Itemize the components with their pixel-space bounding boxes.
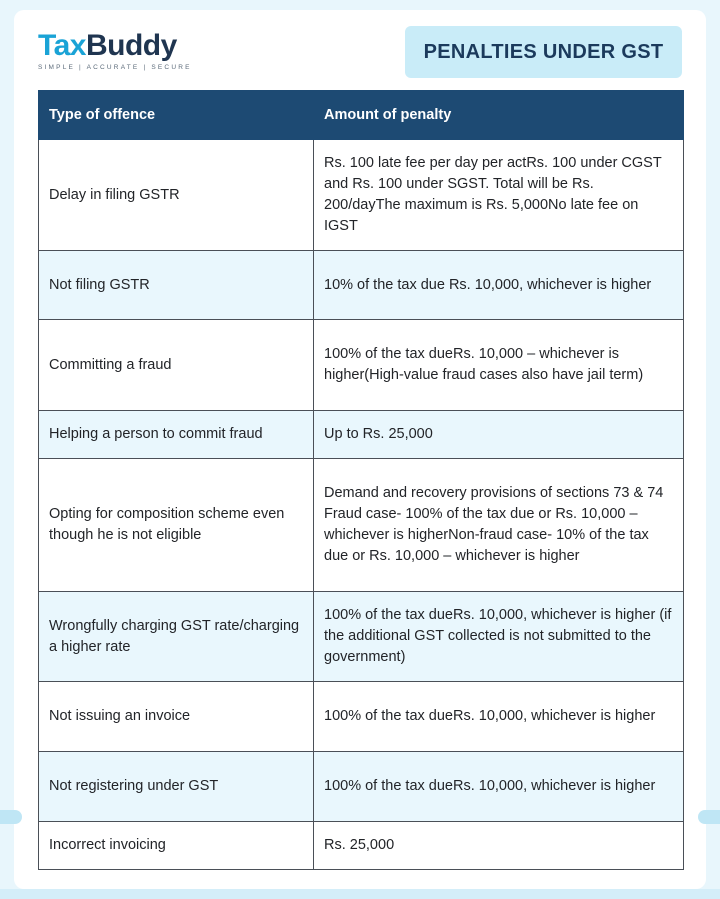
offence-cell: Helping a person to commit fraud xyxy=(39,411,314,459)
logo-tagline: SIMPLE | ACCURATE | SECURE xyxy=(38,64,192,71)
penalty-cell: 100% of the tax dueRs. 10,000 – whichever is higher(High-value fraud cases also have jail term) xyxy=(314,320,684,411)
table-header-row xyxy=(39,91,684,140)
taxbuddy-logo xyxy=(38,30,192,71)
header-type-of-offence: Type of offence xyxy=(39,91,314,140)
header-amount-of-penalty: Amount of penalty xyxy=(314,91,684,140)
penalties-table xyxy=(38,90,684,870)
table-row xyxy=(39,752,684,822)
offence-cell: Not filing GSTR xyxy=(39,251,314,320)
table-row xyxy=(39,140,684,251)
offence-cell: Opting for composition scheme even though he is not eligible xyxy=(39,459,314,592)
penalty-cell: Up to Rs. 25,000 xyxy=(314,411,684,459)
penalty-cell: 10% of the tax due Rs. 10,000, whichever is higher xyxy=(314,251,684,320)
penalty-cell: 100% of the tax dueRs. 10,000, whichever is higher xyxy=(314,752,684,822)
offence-cell: Wrongfully charging GST rate/charging a higher rate xyxy=(39,592,314,682)
penalty-cell: Demand and recovery provisions of sections 73 & 74 Fraud case- 100% of the tax due or Rs. 10,000 – whichever is higherNon-fraud case- 10% of the tax due or Rs. 10,000 – whichever is higher xyxy=(314,459,684,592)
decorative-tab-left xyxy=(0,810,22,824)
table-row xyxy=(39,682,684,752)
offence-cell: Delay in filing GSTR xyxy=(39,140,314,251)
penalty-cell: Rs. 25,000 xyxy=(314,822,684,870)
table-row xyxy=(39,822,684,870)
decorative-tab-right xyxy=(698,810,720,824)
table-row xyxy=(39,320,684,411)
table-row xyxy=(39,251,684,320)
penalty-cell: 100% of the tax dueRs. 10,000, whichever is higher (if the additional GST collected is not submitted to the government) xyxy=(314,592,684,682)
logo-wordmark xyxy=(38,30,192,62)
offence-cell: Not registering under GST xyxy=(39,752,314,822)
table-row xyxy=(39,411,684,459)
offence-cell: Incorrect invoicing xyxy=(39,822,314,870)
penalty-cell: Rs. 100 late fee per day per actRs. 100 under CGST and Rs. 100 under SGST. Total will be Rs. 200/dayThe maximum is Rs. 5,000No late fee on IGST xyxy=(314,140,684,251)
table-row xyxy=(39,592,684,682)
offence-cell: Not issuing an invoice xyxy=(39,682,314,752)
penalty-cell: 100% of the tax dueRs. 10,000, whichever is higher xyxy=(314,682,684,752)
decorative-bottom-strip xyxy=(0,889,720,899)
logo-text-tax: Tax xyxy=(38,29,86,62)
offence-cell: Committing a fraud xyxy=(39,320,314,411)
page-title: PENALTIES UNDER GST xyxy=(405,26,682,78)
table-row xyxy=(39,459,684,592)
logo-text-buddy: Buddy xyxy=(85,29,177,62)
